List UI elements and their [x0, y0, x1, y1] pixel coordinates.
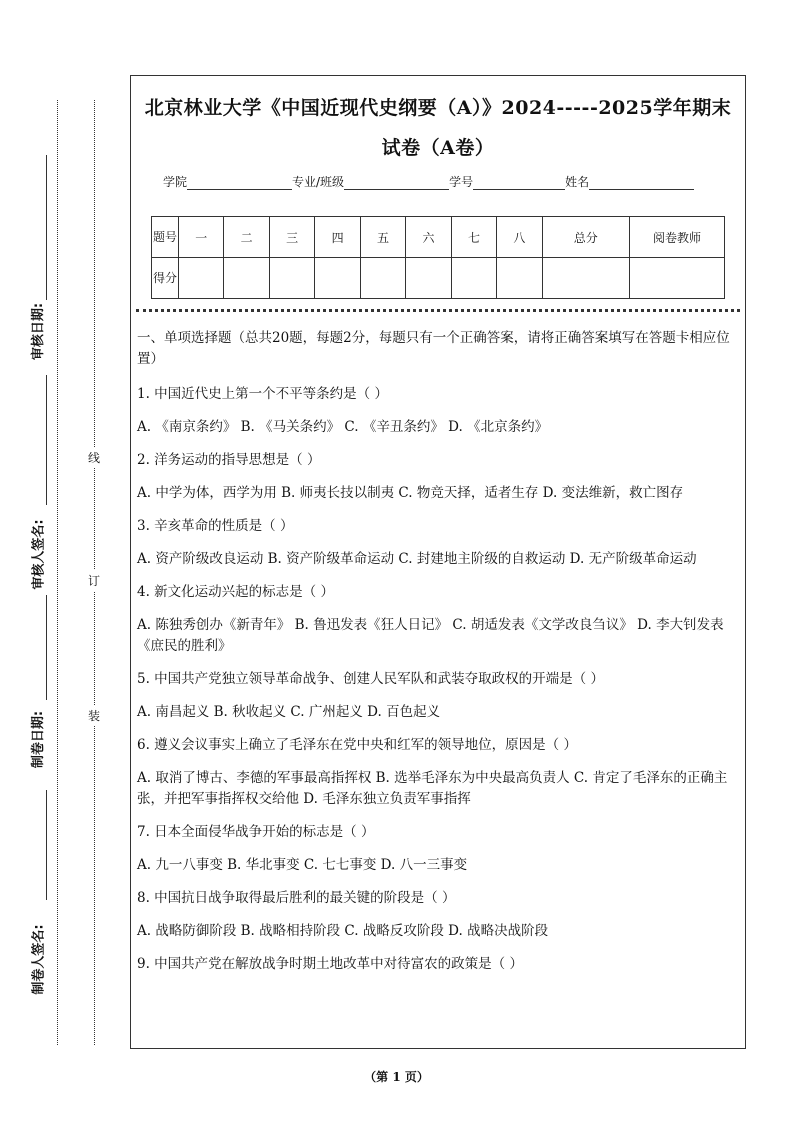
question-8: 8. 中国抗日战争取得最后胜利的最关键的阶段是（ ） [137, 890, 456, 906]
line-mark: 线 [88, 447, 100, 468]
row-head-score: 得分 [152, 258, 179, 299]
reviewer-sign-underline [46, 375, 47, 505]
col-total: 总分 [542, 217, 629, 258]
score-table [151, 216, 725, 299]
major-field[interactable] [344, 175, 449, 190]
student-id-field[interactable] [473, 175, 565, 190]
exam-title-line2: 试卷（A卷） [381, 137, 495, 159]
score-cell-grader[interactable] [630, 258, 725, 299]
student-id-label: 学号 [449, 175, 474, 189]
score-cell[interactable] [179, 258, 224, 299]
question-2: 2. 洋务运动的指导思想是（ ） [137, 452, 321, 468]
col-grader: 阅卷教师 [630, 217, 725, 258]
maker-sign-underline [46, 790, 47, 900]
name-field[interactable] [589, 175, 694, 190]
question-1: 1. 中国近代史上第一个不平等条约是（ ） [137, 386, 388, 402]
options-4: A. 陈独秀创办《新青年》 B. 鲁迅发表《狂人日记》 C. 胡适发表《文学改良刍议》 D. 李大钊发表《庶民的胜利》 [137, 617, 724, 654]
col-1: 一 [179, 217, 224, 258]
make-date-underline [46, 595, 47, 700]
col-7: 七 [451, 217, 496, 258]
score-cell[interactable] [451, 258, 496, 299]
question-5: 5. 中国共产党独立领导革命战争、创建人民军队和武装夺取政权的开端是（ ） [137, 671, 604, 687]
question-3: 3. 辛亥革命的性质是（ ） [137, 518, 294, 534]
major-label: 专业/班级 [292, 175, 345, 189]
score-cell[interactable] [269, 258, 314, 299]
review-date-label: 审核日期: [31, 302, 47, 361]
exam-frame [130, 75, 746, 1049]
exam-title-line1: 北京林业大学《中国近现代史纲要（A）》2024-----2025学年期末 [144, 97, 732, 119]
score-table-score-row [152, 258, 725, 299]
score-cell[interactable] [224, 258, 269, 299]
score-table-header-row [152, 217, 725, 258]
make-date-label: 制卷日期: [31, 710, 47, 769]
student-info [163, 173, 723, 190]
college-label: 学院 [163, 175, 188, 189]
question-4: 4. 新文化运动兴起的标志是（ ） [137, 584, 334, 600]
options-7: A. 九一八事变 B. 华北事变 C. 七七事变 D. 八一三事变 [137, 857, 468, 873]
col-8: 八 [497, 217, 542, 258]
score-cell[interactable] [406, 258, 451, 299]
score-cell[interactable] [497, 258, 542, 299]
question-9: 9. 中国共产党在解放战争时期土地改革中对待富农的政策是（ ） [137, 956, 523, 972]
binding-margin [0, 0, 128, 1060]
question-6: 6. 遵义会议事实上确立了毛泽东在党中央和红军的领导地位，原因是（ ） [137, 737, 577, 753]
questions-content [137, 328, 741, 987]
options-1: A. 《南京条约》 B. 《马关条约》 C. 《辛丑条约》 D. 《北京条约》 [137, 419, 549, 435]
exam-title [131, 88, 745, 168]
reviewer-sign-label: 审核人签名: [31, 519, 47, 590]
college-field[interactable] [187, 175, 292, 190]
name-label: 姓名 [565, 175, 590, 189]
maker-sign-label: 制卷人签名: [31, 924, 47, 995]
options-3: A. 资产阶级改良运动 B. 资产阶级革命运动 C. 封建地主阶级的自救运动 D. 无产阶级革命运动 [137, 551, 697, 567]
bind-mark: 订 [88, 570, 100, 591]
row-head-question-no: 题号 [152, 217, 179, 258]
score-cell[interactable] [315, 258, 360, 299]
section1-heading: 一、单项选择题（总共20题，每题2分，每题只有一个正确答案，请将正确答案填写在答题卡相应位置） [137, 330, 730, 367]
col-4: 四 [315, 217, 360, 258]
options-6: A. 取消了博古、李德的军事最高指挥权 B. 选举毛泽东为中央最高负责人 C. 肯定了毛泽东的正确主张，并把军事指挥权交给他 D. 毛泽东独立负责军事指挥 [137, 770, 728, 807]
question-7: 7. 日本全面侵华战争开始的标志是（ ） [137, 824, 375, 840]
binding-dotted-line-outer [57, 100, 58, 1045]
score-cell-total[interactable] [542, 258, 629, 299]
options-5: A. 南昌起义 B. 秋收起义 C. 广州起义 D. 百色起义 [137, 704, 441, 720]
col-3: 三 [269, 217, 314, 258]
page-number: （第 1 页） [364, 1070, 429, 1084]
section-separator [136, 309, 740, 312]
col-2: 二 [224, 217, 269, 258]
options-2: A. 中学为体，西学为用 B. 师夷长技以制夷 C. 物竞天择，适者生存 D. 变法维新，救亡图存 [137, 485, 684, 501]
install-mark: 装 [88, 705, 100, 726]
col-6: 六 [406, 217, 451, 258]
score-cell[interactable] [360, 258, 405, 299]
review-date-underline [46, 155, 47, 300]
col-5: 五 [360, 217, 405, 258]
options-8: A. 战略防御阶段 B. 战略相持阶段 C. 战略反攻阶段 D. 战略决战阶段 [137, 923, 549, 939]
